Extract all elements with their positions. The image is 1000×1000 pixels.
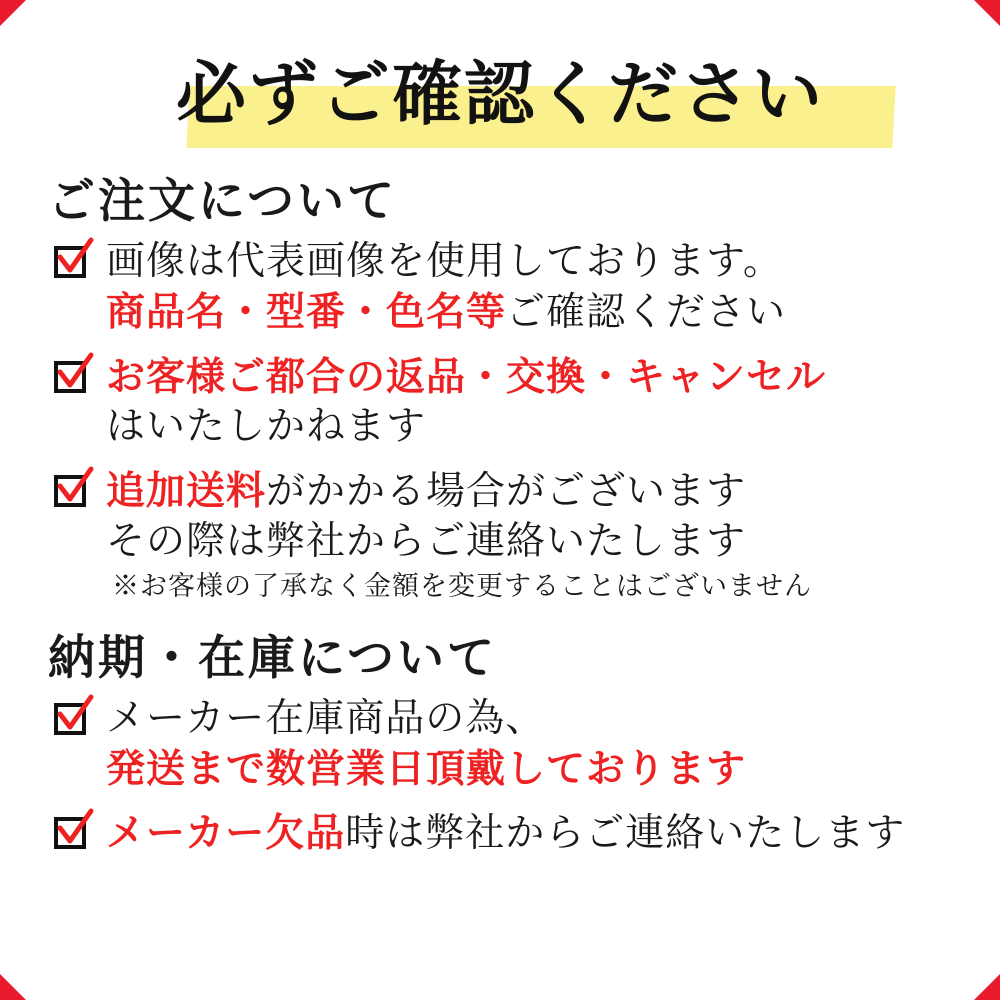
- list-item-text: ご確認ください: [506, 290, 787, 335]
- list-item-line: [106, 287, 960, 338]
- list-item-line: メーカー在庫商品の為、: [106, 696, 546, 741]
- list-item-note: ※お客様の了承なく金額を変更することはございません: [112, 571, 812, 602]
- list-item-line: その際は弊社からご連絡いたします: [106, 519, 747, 564]
- list-item: [40, 694, 960, 794]
- list-item-emphasis: 商品名・型番・色名等: [106, 289, 507, 335]
- page-title: 必ずご確認ください: [176, 52, 824, 135]
- page-title-block: [40, 44, 960, 154]
- corner-accent-top-left: [0, 0, 26, 26]
- list-item-line: お客様ご都合の返品・交換・キャンセル: [106, 354, 827, 400]
- list-item-emphasis: 追加送料: [106, 468, 267, 514]
- section-order: [40, 164, 960, 607]
- check-tick-icon: [56, 237, 94, 277]
- check-tick-icon: [56, 808, 94, 848]
- checkmark-icon: [52, 814, 96, 854]
- list-item-text: がかかる場合がございます: [266, 469, 747, 514]
- corner-accent-bottom-right: [974, 974, 1000, 1000]
- corner-accent-bottom-left: [0, 974, 26, 1000]
- check-tick-icon: [56, 694, 94, 734]
- checkmark-icon: [52, 700, 96, 740]
- list-item: [40, 237, 960, 338]
- list-item-emphasis: メーカー欠品: [106, 810, 346, 856]
- list-item: [40, 466, 960, 607]
- check-tick-icon: [56, 466, 94, 506]
- check-tick-icon: [56, 352, 94, 392]
- checkmark-icon: [52, 243, 96, 283]
- list-item-line: [106, 808, 960, 859]
- checkmark-icon: [52, 472, 96, 512]
- corner-accent-top-right: [974, 0, 1000, 26]
- section-delivery-stock: [40, 621, 960, 859]
- list-item-line: 発送まで数営業日頂戴しております: [106, 746, 747, 792]
- list-item: [40, 352, 960, 452]
- list-item-line: 画像は代表画像を使用しております。: [106, 239, 783, 284]
- checkmark-icon: [52, 358, 96, 398]
- list-item-line: はいたしかねます: [106, 404, 427, 449]
- list-item-text: 時は弊社からご連絡いたします: [345, 811, 906, 856]
- list-item: [40, 808, 960, 859]
- list-item-line: [106, 466, 960, 517]
- section-heading-delivery-stock: 納期・在庫について: [48, 631, 498, 686]
- section-heading-order: ご注文について: [48, 174, 398, 229]
